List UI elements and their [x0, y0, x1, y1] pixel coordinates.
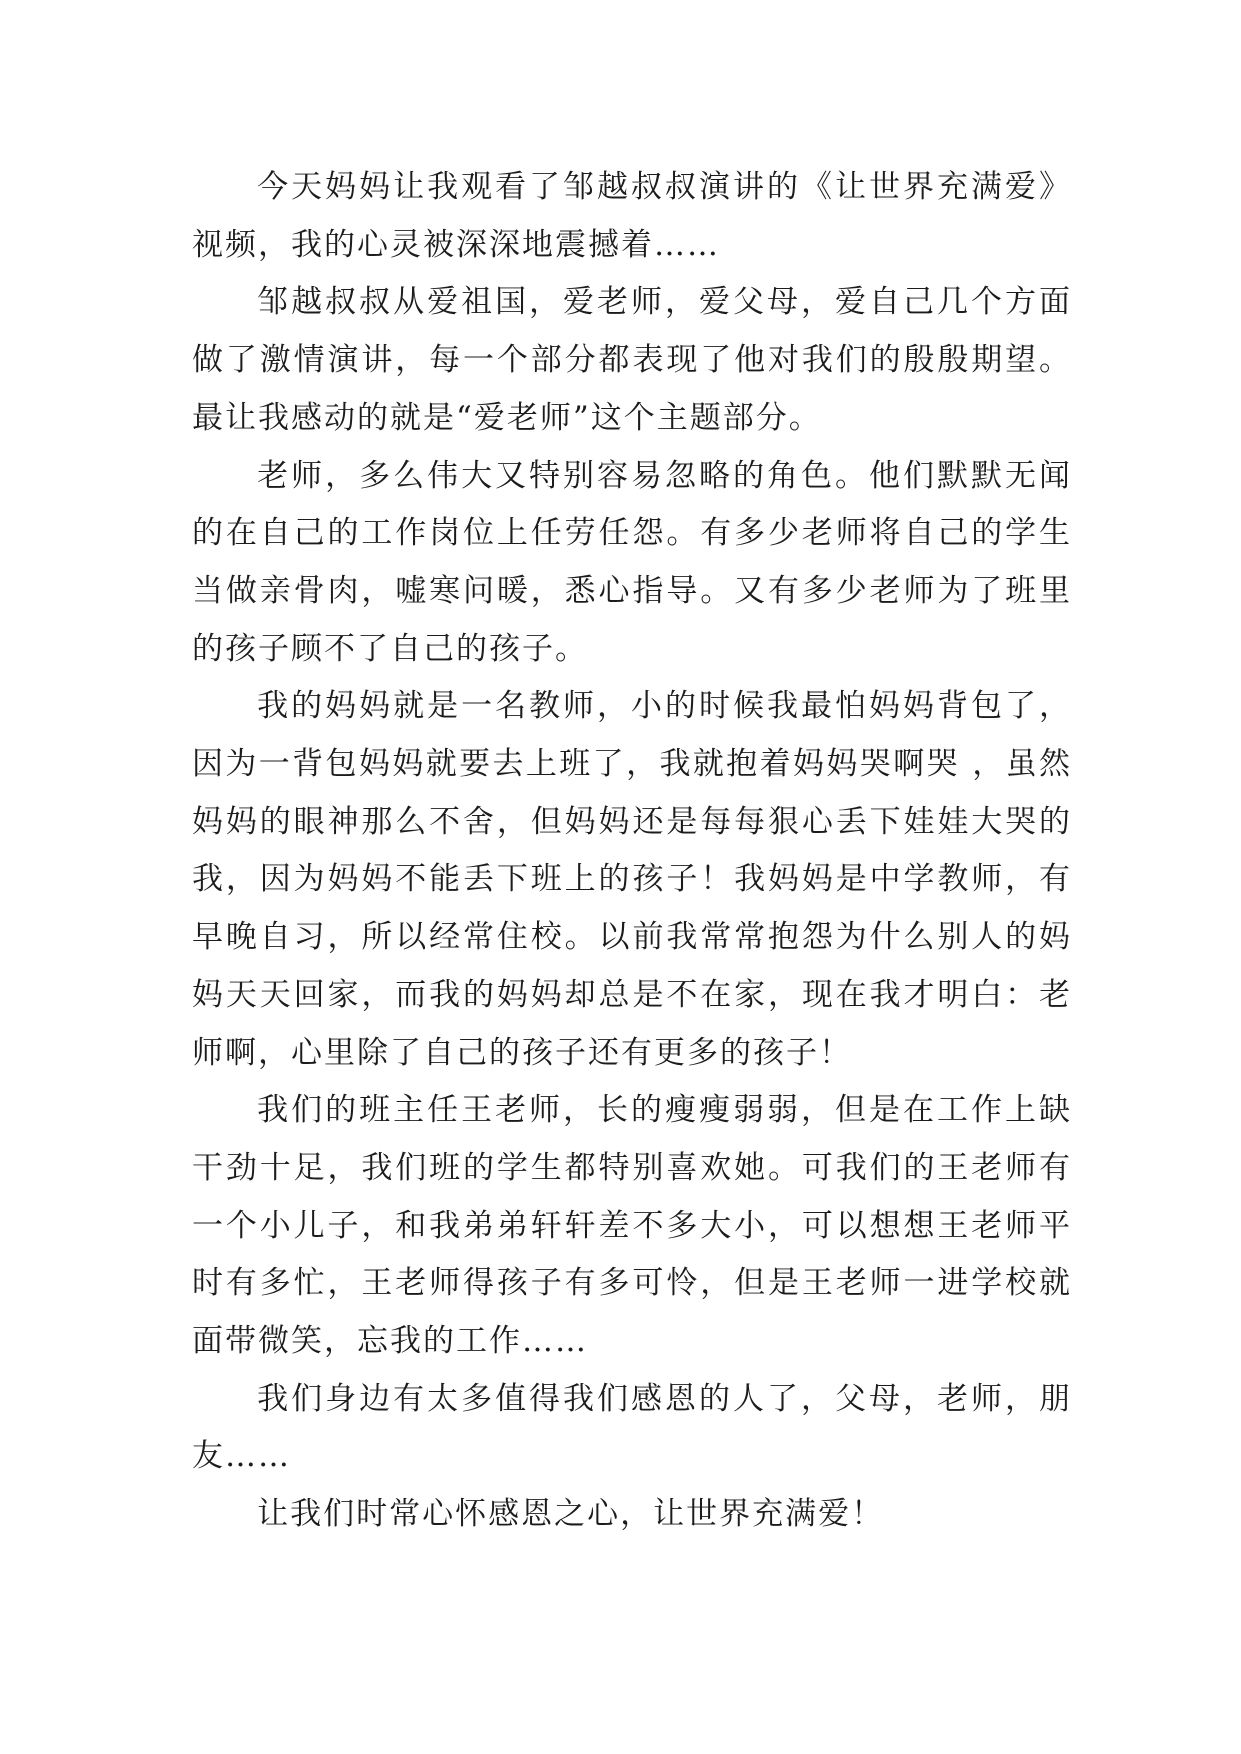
paragraph-5: 我们的班主任王老师，长的瘦瘦弱弱，但是在工作上缺干劲十足，我们班的学生都特别喜欢她。可我们的王老师有一个小儿子，和我弟弟轩轩差不多大小，可以想想王老师平时有多忙，王老师得孩子有多可怜，但是王老师一进学校就面带微笑，忘我的工作……: [192, 1092, 1072, 1360]
paragraph-7: 让我们时常心怀感恩之心，让世界充满爱！: [257, 1496, 885, 1533]
paragraph-4: 我的妈妈就是一名教师，小的时候我最怕妈妈背包了，因为一背包妈妈就要去上班了，我就抱着妈妈哭啊哭 ，虽然妈妈的眼神那么不舍，但妈妈还是每每狠心丢下娃娃大哭的我，因为妈妈不能丢下班上的孩子！我妈妈是中学教师，有早晚自习，所以经常住校。以前我常常抱怨为什么别人的妈妈天天回家，而我的妈妈却总是不在家，现在我才明白：老师啊，心里除了自己的孩子还有更多的孩子！: [192, 688, 1072, 1071]
document-body: [192, 159, 1072, 1544]
paragraph-3: 老师，多么伟大又特别容易忽略的角色。他们默默无闻的在自己的工作岗位上任劳任怨。有多少老师将自己的学生当做亲骨肉，嘘寒问暖，悉心指导。又有多少老师为了班里的孩子顾不了自己的孩子。: [192, 457, 1072, 667]
paragraph-6: 我们身边有太多值得我们感恩的人了，父母，老师，朋友……: [192, 1380, 1072, 1475]
paragraph-1: 今天妈妈让我观看了邹越叔叔演讲的《让世界充满爱》视频，我的心灵被深深地震撼着……: [192, 169, 1072, 263]
paragraph-2: 邹越叔叔从爱祖国，爱老师，爱父母，爱自己几个方面做了激情演讲，每一个部分都表现了他对我们的殷殷期望。最让我感动的就是“爱老师”这个主题部分。: [192, 284, 1072, 436]
